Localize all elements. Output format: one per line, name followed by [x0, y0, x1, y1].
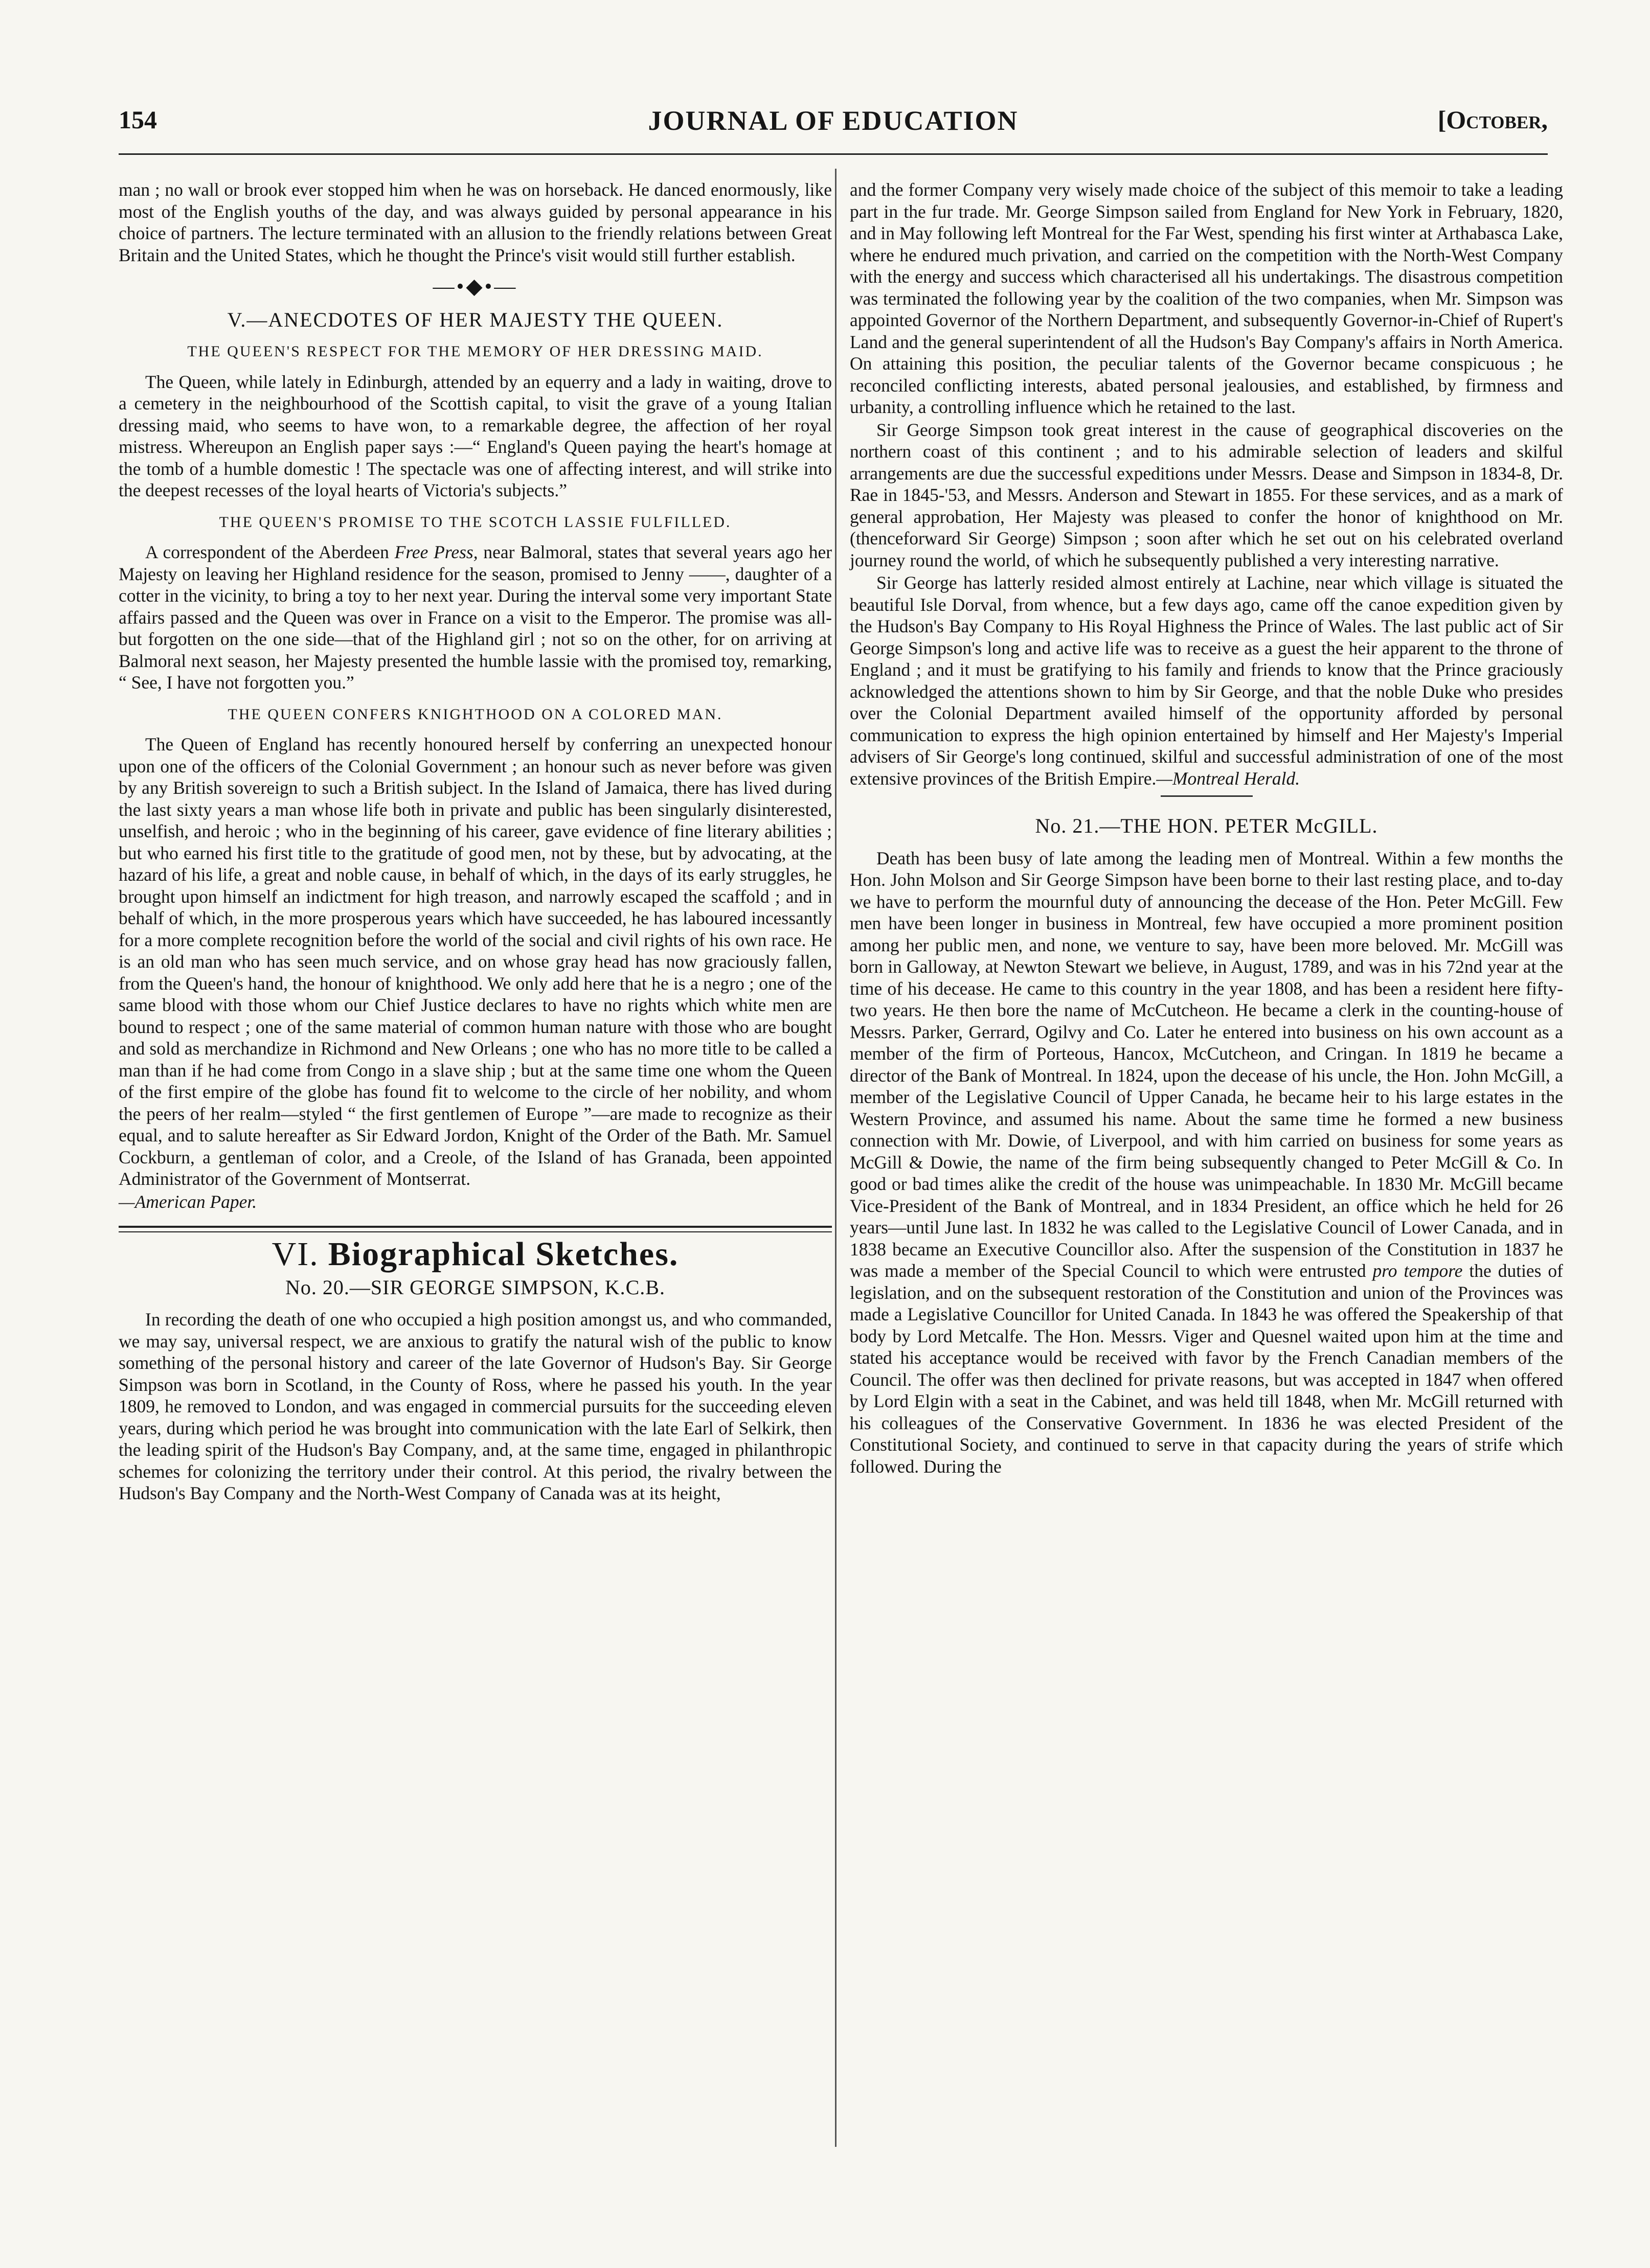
- page-number: 154: [119, 105, 157, 134]
- column-divider: [835, 169, 837, 2147]
- article-separator: [1161, 795, 1253, 797]
- knighthood-source: —American Paper.: [119, 1191, 257, 1212]
- lassie-text-a: A correspondent of the Aberdeen: [145, 542, 395, 562]
- header-rule: [119, 153, 1548, 155]
- latin-phrase: pro tempore: [1372, 1261, 1463, 1281]
- bio-20-paragraph-2: Sir George Simpson took great interest in the cause of geographical discoveries on the northern coast of this continent ; and to his admirable selection of leaders and skilful arrangements are due the successful expeditions under Messrs. Dease and Simpson in 1834-8, Dr. Rae in 1845-'53, and Messrs. Anderson and Stewart in 1855. For these services, and as a mark of general approbation, Her Majesty was pleased to confer the honor of knighthood on Mr. (thenceforward Sir George) Simpson ; soon after which he set out on his celebrated overland journey round the world, of which he subsequently published a very interesting narrative.: [850, 419, 1563, 570]
- knighthood-paragraph: The Queen of England has recently honoured herself by conferring an unexpected honour upon one of the officers of the Colonial Government ; an honour such as never before was given by any British sovereign to such a British subject. In the Island of Jamaica, there has lived during the last sixty years a man whose life both in private and public has been singularly disinterested, unselfish, and heroic ; who in the beginning of his career, gave evidence of fine literary abilities ; but who earned his first title to the gratitude of good men, not by these, but by advocating, at the hazard of his life, a great and noble cause, in behalf of which, in the days of its early struggles, he brought upon himself an indictment for high treason, and narrowly escaped the scaffold ; and in behalf of which, in the more prosperous years which have succeeded, he has laboured incessantly for a more complete recognition before the world of the social and civil rights of his own race. He is an old man who has seen much service, and on whose gray head has now graciously fallen, from the Queen's hand, the honour of knighthood. We only add here that he is a negro ; one of the same blood with those whom our Chief Justice declares to have no rights which white men are bound to respect ; one of the same material of common human nature with those who are bought and sold as merchandize in Richmond and New Orleans ; one who has no more title to be called a man than if he had come from Congo in a slave ship ; but at the same time one whom the Queen of the first empire of the globe has found fit to welcome to the circle of her nobility, and whom the peers of her realm—styled “ the first gentlemen of Europe ”—are made to recognize as their equal, and to salute hereafter as Sir Edward Jordon, Knight of the Order of the Bath. Mr. Samuel Cockburn, a gentleman of color, and a Creole, of the Island of has Granada, been appointed Administrator of the Government of Montserrat.: [119, 734, 832, 1189]
- scotch-lassie-paragraph: [119, 541, 832, 694]
- subheading-dressing-maid: THE QUEEN'S RESPECT FOR THE MEMORY OF HER DRESSING MAID.: [187, 343, 763, 360]
- section-v-title: V.—ANECDOTES OF HER MAJESTY THE QUEEN.: [227, 308, 724, 331]
- bio-20-title: No. 20.—SIR GEORGE SIMPSON, K.C.B.: [285, 1275, 665, 1299]
- ornament-divider: —•◆•—: [433, 275, 518, 299]
- intro-paragraph: man ; no wall or brook ever stopped him when he was on horseback. He danced enormously, like most of the English youths of the day, and was always guided by personal appearance in his choice of partners. The lecture terminated with an allusion to the friendly relations between Great Britain and the United States, which he thought the Prince's visit would still further establish.: [119, 179, 832, 265]
- lassie-text-b: near Balmoral, states that several years ago her Majesty on leaving her Highland residence for the season, promised to Jenny ——, daughter of a cotter in the vicinity, to bring a toy to her next year. During the interval some very important State affairs passed and the Queen was over in France on a visit to the Emperor. The promise was all-but forgotten on the one side—that of the Highland girl ; not so on the other, for on arriving at Balmoral next season, her Majesty presented the humble lassie with the promised toy, remarking, “ See, I have not forgotten you.”: [119, 542, 832, 693]
- bio-21-text-b: the duties of legislation, and on the subsequent restoration of the Constitution and union of the Provinces was made a Legislative Councillor for United Canada. In 1843 he was offered the Speakership of that body by Lord Metcalfe. The Hon. Messrs. Viger and Quesnel waited upon him at the time and stated his acceptance would be received with favor by the French Canadian members of the Council. The offer was then declined for private reasons, but was accepted in 1847 when offered by Lord Elgin with a seat in the Cabinet, and was held till 1848, when Mr. McGill returned with his colleagues of the Conservative Government. In 1836 he was elected President of the Constitutional Society, and continued to serve in that capacity during the years of strife which followed. During the: [850, 1261, 1563, 1477]
- subheading-knighthood: THE QUEEN CONFERS KNIGHTHOOD ON A COLORED MAN.: [228, 705, 723, 723]
- section-double-rule: [119, 1226, 832, 1232]
- bio-21-text-a: Death has been busy of late among the leading men of Montreal. Within a few months the Hon. John Molson and Sir George Simpson have been borne to their last resting place, and to-day we have to perform the mournful duty of announcing the decease of the Hon. Peter McGill. Few men have been longer in business in Montreal, few have occupied a more prominent position among her public men, and none, we venture to say, have been more beloved. Mr. McGill was born in Galloway, at Newton Stewart we believe, in August, 1789, and was in his 72nd year at the time of his decease. He came to this country in the year 1808, and has been a resident here fifty-two years. He then bore the name of McCutcheon. He became a clerk in the counting-house of Messrs. Parker, Gerrard, Ogilvy and Co. Later he entered into business on his own account as a member of the firm of Porteous, Hancox, McCutcheon, and Cringan. In 1819 he became a director of the Bank of Montreal. In 1824, upon the decease of his uncle, the Hon. John McGill, a member of the Legislative Council of Upper Canada, he became heir to his large estates in the Western Province, and assumed his name. About the same time he formed a new business connection with Mr. Dowie, of Liverpool, and with him carried on business for some years as McGill & Dowie, the name of the firm being subsequently changed to Peter McGill & Co. In good or bad times alike the credit of the house was unimpeachable. In 1830 Mr. McGill became Vice-President of the Bank of Montreal, and in 1834 President, an office which he held for 26 years—until June last. In 1832 he was called to the Legislative Council of Lower Canada, and in 1838 became an Executive Councillor also. After the suspension of the Constitution in 1837 he was made a member of the Special Council to which were entrusted: [850, 847, 1563, 1281]
- section-vi-heading: [119, 1235, 832, 1273]
- section-vi-numeral: VI.: [272, 1235, 319, 1273]
- left-column: [119, 179, 832, 1505]
- journal-title: JOURNAL OF EDUCATION: [648, 105, 1019, 136]
- section-vi-title: Biographical Sketches.: [328, 1235, 679, 1273]
- bio-20-paragraph-3-text: Sir George has latterly resided almost entirely at Lachine, near which village is situated the beautiful Isle Dorval, from whence, but a few days ago, came off the canoe expedition given by the Hudson's Bay Company to His Royal Highness the Prince of Wales. The last public act of Sir George Simpson's long and active life was to receive as a guest the heir apparent to the throne of England ; and it must be gratifying to his family and friends to know that the Prince graciously acknowledged the attentions shown to him by Sir George, and that the noble Duke who presides over the Colonial Department availed himself of the opportunity afforded by personal communication to express the high opinion entertained by himself and Her Majesty's Imperial advisers of Sir George's long continued, skilful and successful administration of one of the most extensive provinces of the British Empire.: [850, 572, 1563, 789]
- bio-20-source: —Montreal Herald.: [1156, 768, 1300, 789]
- bio-21-title: No. 21.—THE HON. PETER McGILL.: [1035, 814, 1378, 837]
- dressing-maid-paragraph: The Queen, while lately in Edinburgh, attended by an equerry and a lady in waiting, drove to a cemetery in the neighbourhood of the Scottish capital, to visit the grave of a young Italian dressing maid, who seems to have won, to a remarkable degree, the affection of her royal mistress. Whereupon an English paper says :—“ England's Queen paying the heart's homage at the tomb of a humble domestic ! The spectacle was one of affecting interest, and will strike into the deepest recesses of the loyal hearts of Victoria's subjects.”: [119, 371, 832, 500]
- newspaper-name: Free Press,: [394, 542, 478, 562]
- right-column: [850, 179, 1563, 1478]
- bio-21-paragraph-1: [850, 847, 1563, 1478]
- bio-20-paragraph-3: [850, 572, 1563, 789]
- bio-20-paragraph-1-continued: and the former Company very wisely made choice of the subject of this memoir to take a leading part in the fur trade. Mr. George Simpson sailed from England for New York in February, 1820, and in May following left Montreal for the Far West, spending his first winter at Arthabasca Lake, where he endured much privation, and carried on the competition with the North-West Company with the energy and success which characterised all his undertakings. The disastrous competition was terminated the following year by the coalition of the two companies, when Mr. Simpson was appointed Governor of the Northern Department, and subsequently Governor-in-Chief of Rupert's Land and the general superintendent of all the Hudson's Bay Company's affairs in North America. On attaining this position, the peculiar talents of the Governor became conspicuous ; he reconciled conflicting interests, abated personal jealousies, and established, by firmness and urbanity, a controlling influence which he retained to the last.: [850, 179, 1563, 417]
- subheading-scotch-lassie: THE QUEEN'S PROMISE TO THE SCOTCH LASSIE FULFILLED.: [219, 513, 732, 531]
- header-month: [October,: [1437, 105, 1548, 134]
- bio-20-paragraph-1: In recording the death of one who occupied a high position amongst us, and who commanded, we may say, universal respect, we are anxious to gratify the natural wish of the public to know something of the personal history and career of the late Governor of Hudson's Bay. Sir George Simpson was born in Scotland, in the County of Ross, where he passed his youth. In the year 1809, he removed to London, and was engaged in commercial pursuits for the succeeding eleven years, during which period he was brought into communication with the late Earl of Selkirk, then the leading spirit of the Hudson's Bay Company, and, at the same time, engaged in philanthropic schemes for colonizing the territory under their control. At this period, the rivalry between the Hudson's Bay Company and the North-West Company of Canada was at its height,: [119, 1309, 832, 1503]
- running-header: [119, 105, 1548, 151]
